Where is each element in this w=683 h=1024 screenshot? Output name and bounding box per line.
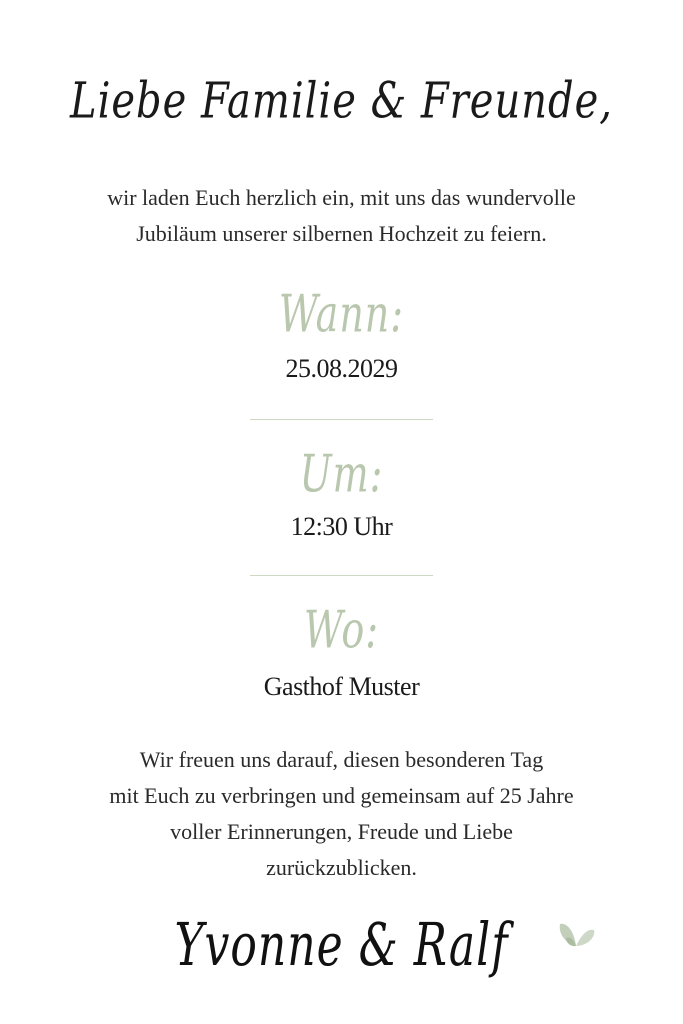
divider (250, 419, 433, 420)
date-label: Wann: (278, 284, 405, 344)
date-value: 25.08.2029 (285, 354, 398, 383)
time-label: Um: (299, 444, 384, 504)
closing-line: voller Erinnerungen, Freude und Liebe (170, 819, 513, 844)
signature: Yvonne & Ralf (174, 911, 509, 980)
place-label: Wo: (303, 600, 380, 660)
closing-line: zurückzublicken. (266, 855, 417, 880)
greeting-heading: Liebe Familie & Freunde, (70, 72, 613, 130)
closing-text (40, 742, 643, 886)
butterfly-icon (556, 916, 596, 952)
intro-text (40, 180, 643, 252)
place-value: Gasthof Muster (263, 672, 420, 701)
intro-line: Jubiläum unserer silbernen Hochzeit zu feiern. (136, 221, 547, 246)
time-value: 12:30 Uhr (290, 512, 393, 541)
closing-line: mit Euch zu verbringen und gemeinsam auf 25 Jahre (109, 783, 574, 808)
divider (250, 575, 433, 576)
closing-line: Wir freuen uns darauf, diesen besonderen Tag (139, 747, 544, 772)
intro-line: wir laden Euch herzlich ein, mit uns das wundervolle (107, 185, 576, 210)
